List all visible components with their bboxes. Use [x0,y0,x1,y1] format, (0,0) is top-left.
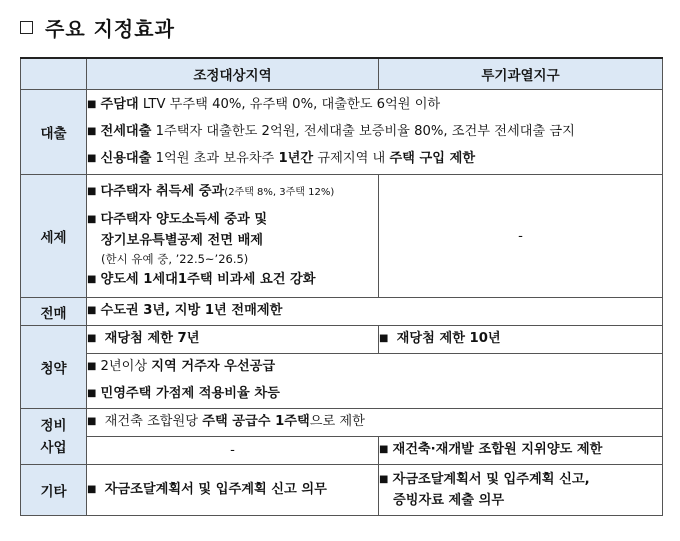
row-loan [21,90,663,175]
regulation-effects-table [20,57,663,516]
tax-item-exemption: ■ 양도세 1세대1주택 비과세 요건 강화 [87,271,316,287]
bullet-square-icon: ■ [87,98,97,110]
loan-item-jeonse: ■ 전세대출 1주택자 대출한도 2억원, 전세대출 보증비율 80%, 조건부 전세대출 금지 [87,123,575,139]
category-loan: 대출 [21,90,87,175]
bullet-square-icon: ■ [87,152,97,164]
tax-item-acquisition: ■ 다주택자 취득세 중과(2주택 8%, 3주택 12%) [87,183,335,199]
category-other: 기타 [21,465,87,516]
category-tax: 세제 [21,175,87,298]
bullet-square-icon: ■ [87,361,97,372]
bullet-square-icon: ■ [87,305,97,316]
bullet-square-icon: ■ [379,444,389,455]
bullet-square-icon: ■ [87,213,97,225]
maintenance-transfer-item: ■ 재건축·재개발 조합원 지위양도 제한 [379,442,603,457]
subscription-rewin-10 [379,326,663,354]
header-empty [21,58,87,90]
category-resale: 전매 [21,298,87,326]
loan-item-credit: ■ 신용대출 1억원 초과 보유차주 1년간 규제지역 내 주택 구입 제한 [87,150,476,166]
bullet-square-icon: ■ [87,125,97,137]
bullet-square-icon: ■ [87,388,97,399]
subscription-rewin-10-item: ■ 재당첨 제한 10년 [379,331,501,346]
subscription-rewin-7-item: ■ 재당첨 제한 7년 [87,331,200,346]
subscription-item-points: ■ 민영주택 가점제 적용비율 차등 [87,386,280,401]
other-speculation [379,465,663,516]
section-title [20,13,175,42]
subscription-common [87,354,663,409]
bullet-square-icon: ■ [87,185,97,197]
subscription-item-residency: ■ 2년이상 지역 거주자 우선공급 [87,359,276,374]
row-maintenance-1 [21,409,663,437]
row-resale [21,298,663,326]
maintenance-supply-limit [87,409,663,437]
other-speculation-item: ■ 자금조달계획서 및 입주계획 신고, [379,471,590,487]
tax-item-transfer-line2: 장기보유특별공제 전면 배제 [101,232,264,248]
maintenance-transfer-limit [379,437,663,465]
header-row [21,58,663,90]
header-speculation-zone: 투기과열지구 [379,58,663,90]
loan-content [87,90,663,175]
row-other [21,465,663,516]
row-subscription-1 [21,326,663,354]
row-maintenance-2 [21,437,663,465]
tax-content [87,175,379,298]
row-subscription-2 [21,354,663,409]
section-title-text: 주요 지정효과 [45,17,175,41]
category-subscription: 청약 [21,326,87,409]
header-adjustment-area: 조정대상지역 [87,58,379,90]
resale-content [87,298,663,326]
bullet-square-icon: ■ [87,416,97,427]
bullet-square-icon: ■ [379,333,389,344]
tax-item-transfer: ■ 다주택자 양도소득세 중과 및 [87,211,268,227]
resale-item: ■ 수도권 3년, 지방 1년 전매제한 [87,303,283,318]
tax-item-transfer-note: (한시 유예 중, ’22.5~’26.5) [101,251,249,266]
tax-speculation-dash: - [379,175,663,298]
loan-item-mortgage: ■ 주담대 LTV 무주택 40%, 유주택 0%, 대출한도 6억원 이하 [87,96,441,112]
bullet-square-icon: ■ [87,273,97,285]
bullet-square-icon: ■ [379,473,389,485]
checkbox-square-icon [20,21,33,34]
other-adjustment-item: ■ 자금조달계획서 및 입주계획 신고 의무 [87,481,327,497]
bullet-square-icon: ■ [87,483,97,495]
subscription-rewin-7 [87,326,379,354]
bullet-square-icon: ■ [87,333,97,344]
maintenance-adjustment-dash: - [87,437,379,465]
row-tax [21,175,663,298]
category-maintenance: 정비사업 [21,409,87,465]
maintenance-supply-item: ■ 재건축 조합원당 주택 공급수 1주택으로 제한 [87,414,365,429]
other-adjustment [87,465,379,516]
other-speculation-item-line2: 증빙자료 제출 의무 [393,492,505,508]
